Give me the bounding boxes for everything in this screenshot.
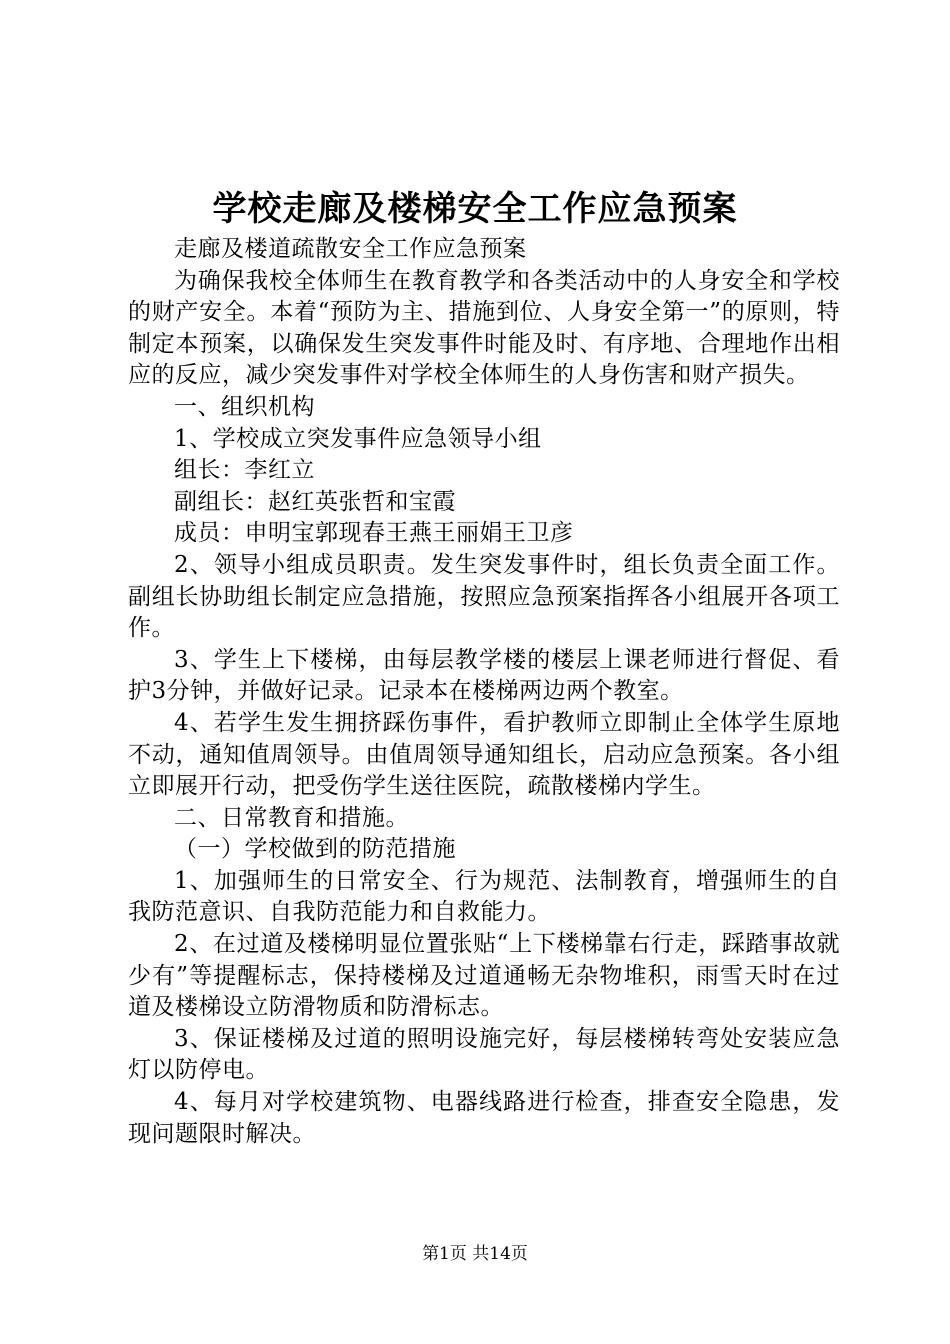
paragraph-intro: 为确保我校全体师生在教育教学和各类活动中的人身安全和学校的财产安全。本着“预防为主、措施到位、人身安全第一”的原则，特制定本预案，以确保发生突发事件时能及时、有序地、合理地作出相应的反应，减少突发事件对学校全体师生的人身伤害和财产损失。 <box>128 267 840 389</box>
paragraph-leader: 组长：李红立 <box>174 457 315 484</box>
paragraph-measure-4: 4、每月对学校建筑物、电器线路进行检查，排查安全隐患，发现问题限时解决。 <box>128 1089 840 1147</box>
section-heading-daily-measures: 二、日常教育和措施。 <box>174 804 409 831</box>
paragraph-leadership-group: 1、学校成立突发事件应急领导小组 <box>174 425 542 452</box>
section-heading-organization: 一、组织机构 <box>174 393 315 420</box>
paragraph-measure-3: 3、保证楼梯及过道的照明设施完好，每层楼梯转弯处安装应急灯以防停电。 <box>128 1025 840 1084</box>
document-title: 学校走廊及楼梯安全工作应急预案 <box>212 189 738 229</box>
subsection-heading-school-measures: （一）学校做到的防范措施 <box>174 836 456 863</box>
paragraph-deputy-leaders: 副组长：赵红英张哲和宝霞 <box>174 488 456 515</box>
paragraph-stair-supervision: 3、学生上下楼梯，由每层教学楼的楼层上课老师进行督促、看护3分钟，并做好记录。记录本在楼梯两边两个教室。 <box>128 646 840 705</box>
paragraph-stampede-response: 4、若学生发生拥挤踩伤事件，看护教师立即制止全体学生原地不动，通知值周领导。由值周领导通知组长，启动应急预案。各小组立即展开行动，把受伤学生送往医院，疏散楼梯内学生。 <box>128 709 840 800</box>
paragraph-subtitle: 走廊及楼道疏散安全工作应急预案 <box>174 236 527 262</box>
page-footer: 第1页 共14页 <box>422 1244 528 1264</box>
document-body <box>128 234 840 1150</box>
paragraph-measure-2: 2、在过道及楼梯明显位置张贴“上下楼梯靠右行走，踩踏事故就少有”等提醒标志，保持楼梯及过道通畅无杂物堆积，雨雪天时在过道及楼梯设立防滑物质和防滑标志。 <box>128 931 840 1021</box>
paragraph-members: 成员：申明宝郭现春王燕王丽娟王卫彦 <box>174 520 574 547</box>
paragraph-duties: 2、领导小组成员职责。发生突发事件时，组长负责全面工作。副组长协助组长制定应急措施，按照应急预案指挥各小组展开各项工作。 <box>128 551 840 642</box>
paragraph-measure-1: 1、加强师生的日常安全、行为规范、法制教育，增强师生的自我防范意识、自我防范能力和自救能力。 <box>128 867 840 926</box>
